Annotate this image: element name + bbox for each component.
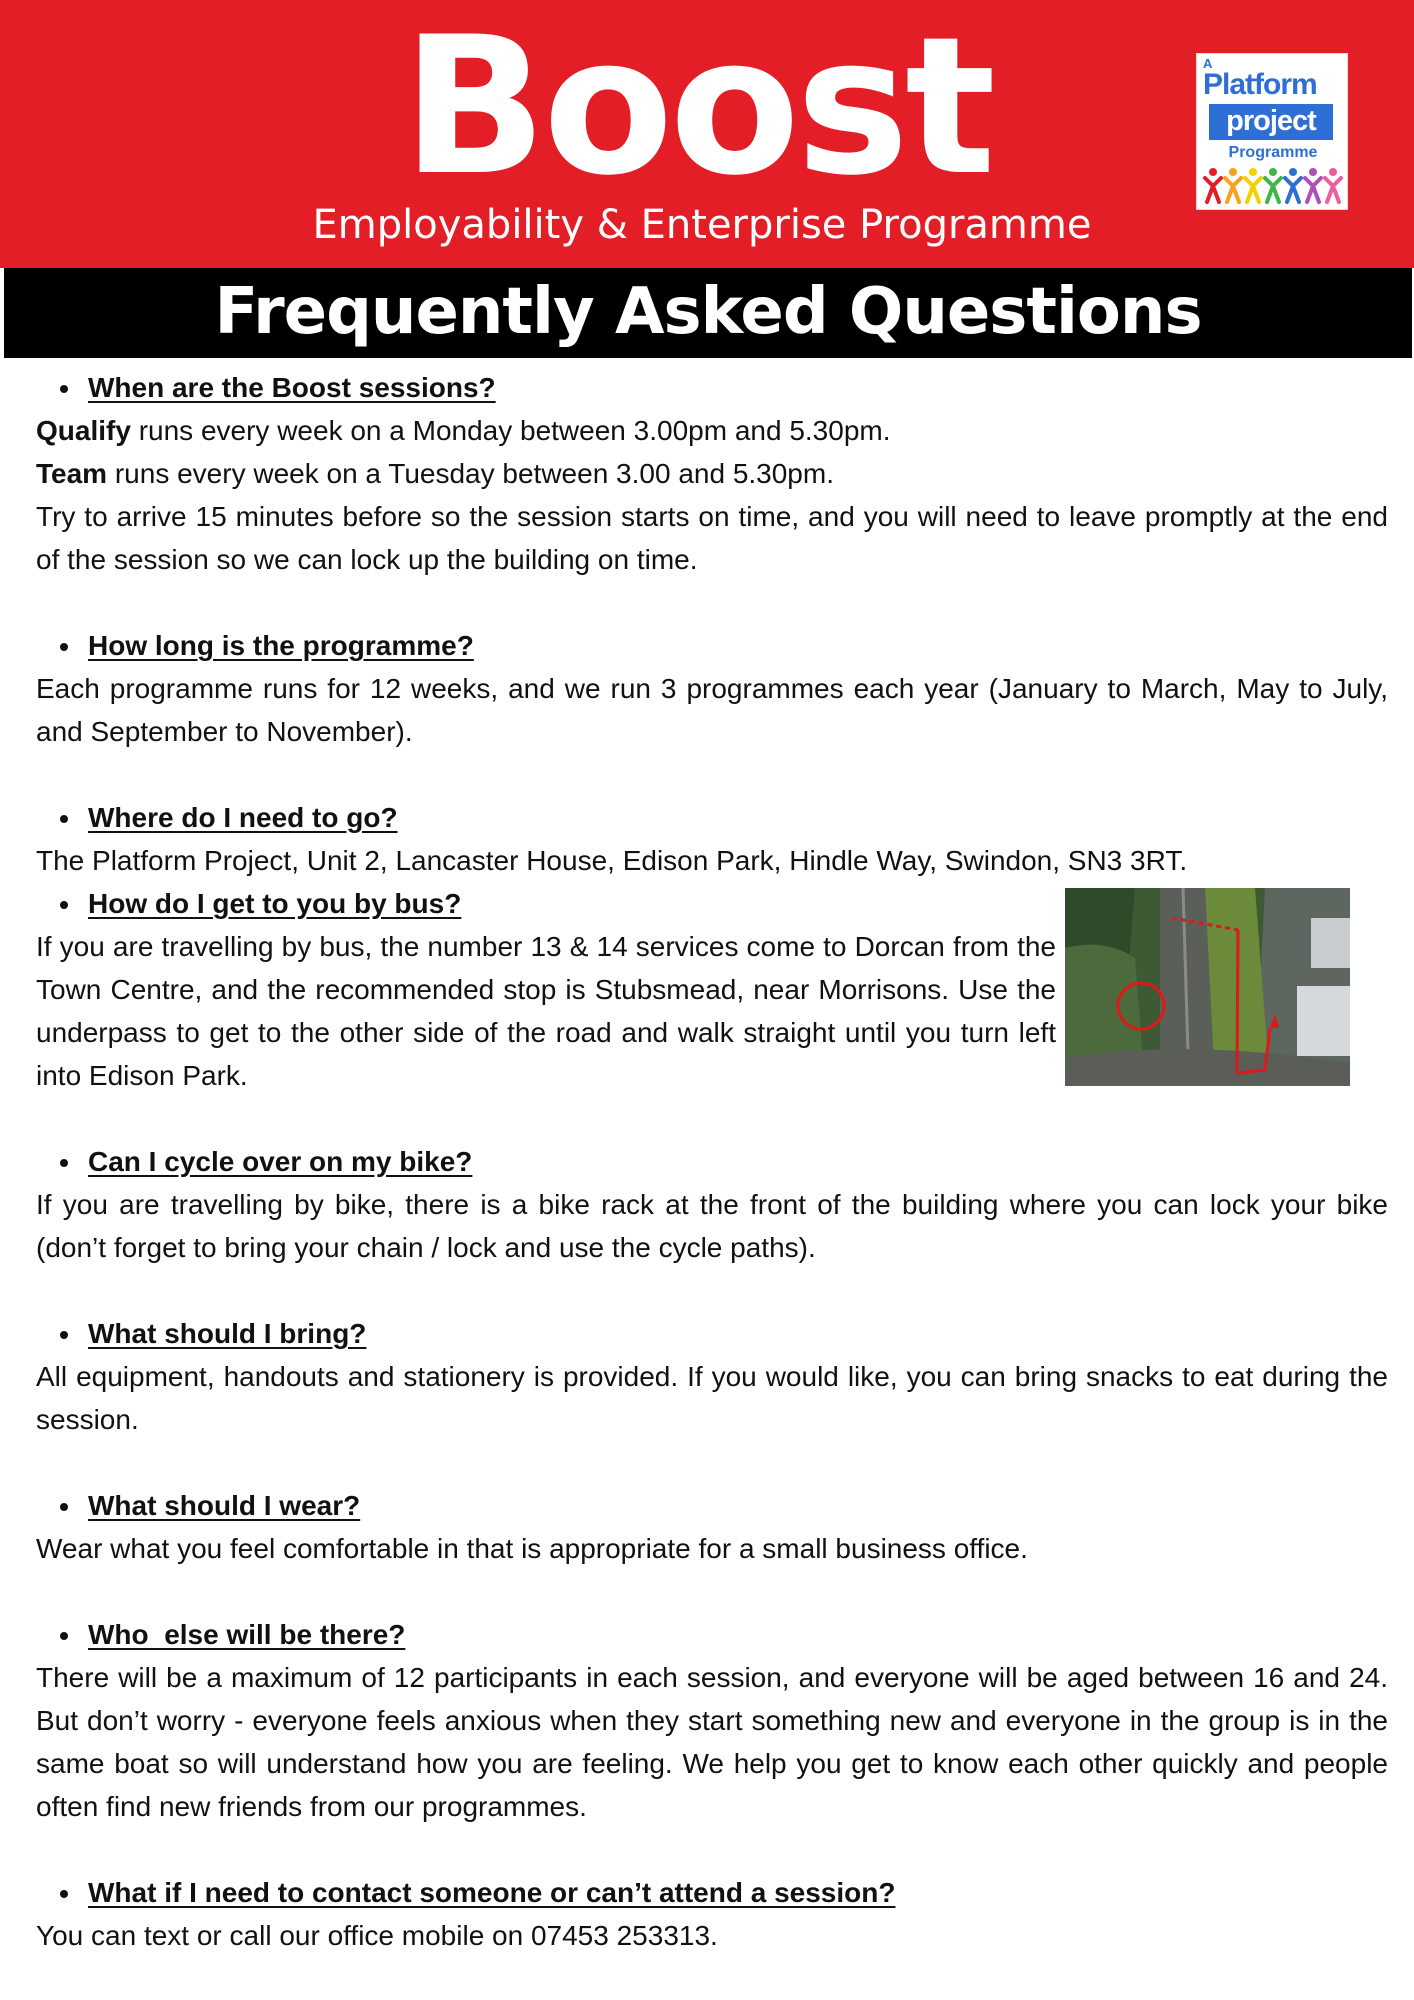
faq-question-length: How long is the programme? xyxy=(36,624,1388,667)
qualify-label: Qualify xyxy=(36,415,131,446)
faq-answer-contact: You can text or call our office mobile on 07453 253313. xyxy=(36,1920,718,1951)
team-text: runs every week on a Tuesday between 3.00 and 5.30pm. xyxy=(107,458,834,489)
faq-answer-sessions xyxy=(36,409,1388,581)
faq-question-bike: Can I cycle over on my bike? xyxy=(36,1140,1388,1183)
faq-question-bring: What should I bring? xyxy=(36,1312,1388,1355)
faq-question-location: Where do I need to go? xyxy=(36,796,1388,839)
bus-section xyxy=(36,882,1388,1097)
logo-text-platform: Platform xyxy=(1203,68,1317,101)
header-banner xyxy=(0,0,1414,268)
route-map-icon xyxy=(1065,888,1350,1086)
faq-answer-bike: If you are travelling by bike, there is a bike rack at the front of the building where you can lock your bike (don’t forget to bring your chain / lock and use the cycle paths). xyxy=(36,1189,1388,1263)
faq-question-wear: What should I wear? xyxy=(36,1484,1388,1527)
brand-subtitle: Employability & Enterprise Programme xyxy=(312,202,1092,248)
faq-answer-who: There will be a maximum of 12 participants in each session, and everyone will be aged between 16 and 24. But don’t worry - everyone feels anxious when they start something new and everyone in the group is in the same boat so will understand how you are feeling. We help you get to know each other quickly and people often find new friends from our programmes. xyxy=(36,1662,1388,1822)
faq-question-contact: What if I need to contact someone or can’t attend a session? xyxy=(36,1871,1388,1914)
logo-text-project: project xyxy=(1209,104,1333,140)
arrive-text: Try to arrive 15 minutes before so the session starts on time, and you will need to leave promptly at the end of the session so we can lock up the building on time. xyxy=(36,501,1388,575)
faq-banner xyxy=(4,268,1412,358)
platform-project-logo xyxy=(1196,53,1348,210)
faq-answer-length: Each programme runs for 12 weeks, and we run 3 programmes each year (January to March, May to July, and September to November). xyxy=(36,673,1388,747)
faq-question-bus: How do I get to you by bus? xyxy=(36,882,1388,925)
people-figures-icon xyxy=(1203,166,1343,206)
faq-answer-location: The Platform Project, Unit 2, Lancaster House, Edison Park, Hindle Way, Swindon, SN3 3RT. xyxy=(36,845,1188,876)
faq-question-who: Who else will be there? xyxy=(36,1613,1388,1656)
faq-answer-wear: Wear what you feel comfortable in that is appropriate for a small business office. xyxy=(36,1533,1028,1564)
qualify-text: runs every week on a Monday between 3.00pm and 5.30pm. xyxy=(130,415,891,446)
faq-content xyxy=(36,366,1388,1957)
faq-question-sessions: When are the Boost sessions? xyxy=(36,366,1388,409)
faq-answer-bus: If you are travelling by bus, the number 13 & 14 services come to Dorcan from the Town Centre, and the recommended stop is Stubsmead, near Morrisons. Use the underpass to get to the other side of the road and walk straight until you turn left into Edison Park. xyxy=(36,931,1056,1091)
brand-title: Boost xyxy=(402,0,992,217)
faq-title: Frequently Asked Questions xyxy=(214,275,1202,349)
team-label: Team xyxy=(36,458,108,489)
logo-text-a: A xyxy=(1203,56,1213,71)
aerial-map-image xyxy=(1065,888,1350,1086)
logo-text-programme: Programme xyxy=(1228,144,1318,161)
faq-answer-bring: All equipment, handouts and stationery is provided. If you would like, you can bring snacks to eat during the session. xyxy=(36,1361,1388,1435)
